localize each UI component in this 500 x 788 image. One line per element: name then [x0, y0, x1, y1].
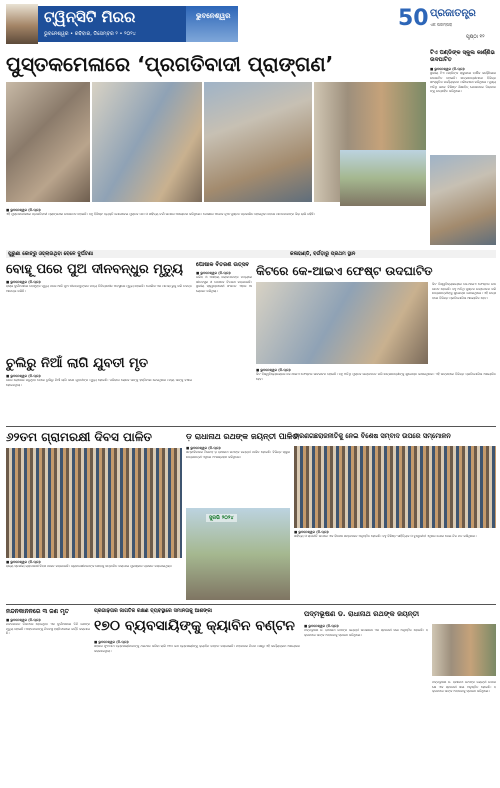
radhanath-credit: ■ ଭୁବନେଶ୍ୱର (ନି.ପ୍ର):	[186, 446, 222, 450]
radhanath-headline: ଡ଼ ରାଧାନାଥ ରଥଙ୍କ ଜୟନ୍ତୀ ପାଳିତ	[186, 432, 299, 441]
padma-text: ପଦ୍ମଭୂଷଣ ଡ. ରାଧାନାଥ ରଥଙ୍କ ଜୟନ୍ତୀ ଉପଲକ୍ଷେ ଏକ ସ୍ମାରକୀ ସଭା ଅନୁଷ୍ଠିତ ହୋଇଛି। ବକ୍ତାମାନେ ତାଙ୍କ ଅବଦାନକୁ ସ୍ମରଣ କରିଥିଲେ।	[304, 628, 428, 637]
lead-photo-2	[92, 82, 202, 202]
lead-credit: ■ ଭୁବନେଶ୍ୱର (ନି.ପ୍ର):	[6, 208, 42, 212]
lead-photo-5	[340, 150, 426, 206]
lead-photo-1	[6, 82, 90, 202]
short-item-text: ଗରିବ ଓ ଅସହାୟ ଲୋକମାନଙ୍କ ମଧ୍ୟରେ ଶୀତବସ୍ତ୍ର ଓ ପୋଷାକ ବିତରଣ କରାଯାଇଛି। ସ୍ଥାନୀୟ ସ୍ୱେଚ୍ଛାସେବୀ ସଂଗଠନ ଏହାର ଆୟୋଜନ କରିଥିଲା।	[196, 275, 252, 293]
masthead	[0, 0, 500, 48]
kiit-photo	[256, 282, 428, 364]
village-body	[6, 560, 182, 600]
kiit-headline: କିଟରେ କେ-ଆଇଏ ଫେଷ୍ଟ ଉଦଘାଟିତ	[256, 264, 433, 278]
injured-story	[6, 608, 90, 784]
sidebar-top-headline: ଟିଏ ପଣ୍ଡିଙ୍କ ସ୍କୁଲ କାର୍ଣ୍ଣିଭ ଉଦଘାଟିତ	[430, 50, 495, 63]
padma-side	[432, 680, 496, 784]
literary-body	[294, 530, 496, 600]
fire-headline: ଚୁଲିରୁ ନିଆଁ ଲାଗି ଯୁବତୀ ମୃତ	[6, 356, 149, 371]
brand-tagline: ଏକ ପରମ୍ପରା	[430, 22, 453, 27]
accident-text: ରାସ୍ତା ଦୁର୍ଘଟଣାରେ ବୋହୂଙ୍କ ମୃତ୍ୟୁ ପରେ ଆଜି ପୁଅ ଦୀନବନ୍ଧୁଙ୍କର ମଧ୍ୟ ଚିକିତ୍ସାଧୀନ ଅବସ୍ଥାରେ ମୃତ୍ୟୁ ହୋଇଛି। ପୋଲିସ ଏକ ମାମଲା ରୁଜୁ କରି ତଦନ୍ତ ଆରମ୍ଭ କରିଛି।	[6, 284, 192, 293]
divider-mid	[6, 426, 496, 427]
padma-side-text: ପଦ୍ମଭୂଷଣ ଡ. ରାଧାନାଥ ରଥଙ୍କ ଜୟନ୍ତୀ ଉପଲକ୍ଷେ ଏକ ସ୍ମାରକୀ ସଭା ଅନୁଷ୍ଠିତ ହୋଇଛି। ବକ୍ତାମାନେ ତାଙ୍କ ଅବଦାନକୁ ସ୍ମରଣ କରିଥିଲେ।	[432, 680, 496, 694]
kiit-side-column	[432, 282, 496, 364]
brand-logo: ପ୍ରଜାତନ୍ତ୍ର	[430, 8, 476, 19]
masthead-title: ଟ୍ୱିନ୍‌ସିଟି ମିରର	[44, 8, 136, 26]
padma-credit: ■ ଭୁବନେଶ୍ୱର (ନି.ପ୍ର):	[304, 624, 340, 628]
anniversary-number: 50	[398, 6, 429, 31]
cancer-text: ସହରର ଫୁଟପାଥ ବ୍ୟବସାୟୀମାନଙ୍କୁ ଥଇଥାନ କରିବା ଲାଗି ୧୭୦ ଜଣ ବ୍ୟବସାୟୀଙ୍କୁ କ୍ୟାବିନ ବଣ୍ଟନ କରାଯାଇଛି। ମହାନଗର ନିଗମ ପକ୍ଷରୁ ଏହି କାର୍ଯ୍ୟକ୍ରମ ଆୟୋଜନ କରାଯାଇଥିଲା।	[94, 644, 300, 653]
anniversary-badge	[398, 6, 429, 31]
literary-headline: ଚାରଣଗଛରାଜନୀତିକୁ ନେଇ ବିଶେଷ ସମ୍ବାଦ ଉପରେ ସମ୍ମୋଳନ	[294, 432, 451, 440]
short-item-headline: ପୋଷାକ ବିତରଣ ଉତ୍ସବ	[196, 262, 250, 268]
sidebar-top-credit: ■ ଭୁବନେଶ୍ୱର (ନି.ପ୍ର):	[430, 67, 466, 71]
sidebar-top-photo	[430, 155, 496, 245]
short-item	[196, 262, 252, 422]
masthead-city: ଭୁବନେଶ୍ୱର	[196, 12, 231, 20]
literary-text: ସାହିତ୍ୟ ଓ ରାଜନୀତି ଉପରେ ଏକ ବିଶେଷ ସମ୍ମୋଳନ ଅନୁଷ୍ଠିତ ହୋଇଛି। ବହୁ ବିଶିଷ୍ଟ ସାହିତ୍ୟିକ ଓ ବୁଦ୍ଧିଜୀବୀ ଏଥିରେ ଯୋଗ ଦେଇ ନିଜ ମତ ରଖିଥିଲେ।	[294, 534, 477, 538]
accident-credit: ■ ଭୁବନେଶ୍ୱର (ନି.ପ୍ର):	[6, 280, 42, 284]
radhanath-body	[186, 446, 290, 506]
cancer-kicker: ପ୍ରଗାଢ଼ତାର ଜାଗତିକ ରକ୍ଷଣ ବ୍ୟବସ୍ଥାରେ ସମାନତାକୁ ଆଶଙ୍କା	[94, 608, 213, 614]
divider-low	[6, 604, 496, 605]
village-text: ରାଜ୍ୟ ସ୍ତରୀୟ ଗ୍ରାମରକ୍ଷୀ ଦିବସ ପାଳନ କରାଯାଇଛି। ଗ୍ରାମରକ୍ଷୀମାନଙ୍କ ସେବାକୁ ସମ୍ମାନିତ କରାଯାଇ ପୁରସ୍କାର ପ୍ରଦାନ କରାଯାଇଥିଲା।	[6, 564, 172, 568]
lead-text: ଏହି ପୁସ୍ତକମେଳାରେ ପ୍ରଗତିବାଦୀ ପ୍ରାଙ୍ଗଣର ଉଦଘାଟନ ହୋଇଛି। ବହୁ ବିଶିଷ୍ଟ ବ୍ୟକ୍ତି ଯୋଗଦେଇ ପୁସ୍ତକ ପାଠ ଓ ସାହିତ୍ୟ ଚର୍ଚ୍ଚା ଉପରେ ଆଲୋଚନା କରିଥିଲେ। ମେଳାରେ ଅନେକ ନୂଆ ପୁସ୍ତକ ପ୍ରକାଶିତ ହୋଇଥିବା ବେଳେ ପାଠକମାନଙ୍କ ଭିଡ଼ ଲାଗି ରହିଛି।	[6, 212, 315, 216]
temple-photo	[6, 4, 38, 44]
lead-photo-3	[204, 82, 312, 202]
lead-body	[6, 208, 426, 246]
strip-label-1: ପୁରୁଣା କୋଚ୍‌ରୁ ଓହ୍ଲାଉଥିବା ବେଳେ ଦୁର୍ଘଟଣା	[8, 251, 94, 257]
radhanath-banner: ସୁରଭି ୨୦୨୪	[206, 514, 237, 522]
fire-text: ଘରେ ରୋଷେଇ କରୁଥିବା ବେଳେ ଚୁଲିରୁ ନିଆଁ ଲାଗି ଜଣେ ଯୁବତୀଙ୍କ ମୃତ୍ୟୁ ହୋଇଛି। ପରିବାର ଲୋକେ ତାଙ୍କୁ ହସ୍ପିଟାଲ ନେଇଥିଲେ ମଧ୍ୟ ତାଙ୍କୁ ବଞ୍ଚାଇ ହୋଇନଥିଲା।	[6, 378, 192, 387]
literary-photo	[294, 446, 496, 528]
accident-headline: ବୋହୂ ପରେ ପୁଅ ଦୀନବନ୍ଧୁର ମୃତ୍ୟୁ	[6, 262, 184, 277]
fire-credit: ■ ଭୁବନେଶ୍ୱର (ନି.ପ୍ର):	[6, 374, 42, 378]
cancer-headline: ୧୭୦ ବ୍ୟବସାୟିଙ୍କୁ କ୍ୟାବିନ ବଣ୍ଟନ	[94, 618, 295, 634]
literary-credit: ■ ଭୁବନେଶ୍ୱର (ନି.ପ୍ର):	[294, 530, 330, 534]
injured-credit: ■ ଭୁବନେଶ୍ୱର (ନି.ପ୍ର):	[6, 618, 42, 622]
masthead-dateline: ଭୁବନେଶ୍ୱର • ରବିବାର, ଡିସେମ୍ବର ୨ • ୨୦୨୪	[44, 31, 136, 37]
section-strip	[6, 250, 496, 258]
padma-headline: ପଦ୍ମଭୂଷଣ ଡ. ରାଧାନାଥ ରଥଙ୍କ ଜୟନ୍ତୀ	[304, 610, 420, 618]
kiit-body	[256, 368, 496, 424]
village-credit: ■ ଭୁବନେଶ୍ୱର (ନି.ପ୍ର):	[6, 560, 42, 564]
short-item-credit: ■ ଭୁବନେଶ୍ୱର (ନି.ପ୍ର):	[196, 271, 232, 275]
padma-photo	[432, 624, 496, 676]
village-headline: ୬୨ତମ ଗ୍ରାମରକ୍ଷୀ ଦିବସ ପାଳିତ	[6, 430, 152, 444]
radhanath-photo	[186, 508, 290, 600]
kiit-credit: ■ ଭୁବନେଶ୍ୱର (ନି.ପ୍ର):	[256, 368, 292, 372]
sidebar-top-text: ସ୍ଥାନୀୟ ଟିଏ ପଣ୍ଡିଙ୍କ ସ୍କୁଲରେ ବାର୍ଷିକ କାର୍ଣ୍ଣିଭାଲ ଉଦଘାଟିତ ହୋଇଛି। ଛାତ୍ରଛାତ୍ରୀମାନେ ବିଭିନ୍ନ ସାଂସ୍କୃତିକ କାର୍ଯ୍ୟକ୍ରମ ପରିବେଷଣ କରିଥିଲେ। ମୁଖ୍ୟ ଅତିଥି ଭାବେ ବିଶିଷ୍ଟ ଶିକ୍ଷାବିତ୍ ଯୋଗଦେଇ ପିଲାମାନଙ୍କୁ ଉତ୍ସାହିତ କରିଥିଲେ।	[430, 71, 496, 94]
kiit-side-text: କିଟ ବିଶ୍ୱବିଦ୍ୟାଳୟରେ କେ-ଆଇଏ ଫେଷ୍ଟର ଉଦଘାଟନ ହୋଇଛି। ବହୁ ଅତିଥି ପୁସ୍ତକ ଉନ୍ମୋଚନ କରି ଛାତ୍ରଛାତ୍ରୀଙ୍କୁ ଶୁଭେଚ୍ଛା ଜଣାଇଥିଲେ। ଏହି ଉତ୍ସବରେ ବିଭିନ୍ନ ପ୍ରତିଯୋଗିତା ଆୟୋଜିତ ହେବ।	[432, 282, 496, 300]
fire-body	[6, 374, 192, 426]
lead-headline: ପୁସ୍ତକମେଳାରେ ‘ପ୍ରଗତିବାଦୀ ପ୍ରାଙ୍ଗଣ’	[6, 52, 334, 76]
village-photo	[6, 448, 182, 558]
injured-headline: ନନ୍ଦନକାନନରେ ୩ ଜଣ ମୃତ	[6, 608, 69, 615]
cancer-credit: ■ ଭୁବନେଶ୍ୱର (ନି.ପ୍ର):	[94, 640, 130, 644]
strip-label-3: କଳାହାଣ୍ଡି, ବର୍ଗଡ଼ାରୁ ପ୍ରଥମ ସ୍ଥାନ	[290, 251, 356, 257]
padma-body	[304, 624, 428, 784]
injured-text: ନନ୍ଦନକାନନ ନିକଟରେ ହୋଇଥିବା ଏକ ଦୁର୍ଘଟଣାରେ ତିନି ଜଣଙ୍କ ମୃତ୍ୟୁ ହୋଇଛି। ଆହତମାନଙ୍କୁ ନିକଟସ୍ଥ ହସ୍ପିଟାଲରେ ଭର୍ତ୍ତି କରାଯାଇଛି।	[6, 622, 90, 636]
cancer-body	[94, 640, 300, 784]
page-number: ପୃଷ୍ଠା ୧୨	[466, 34, 485, 40]
kiit-text: କିଟ ବିଶ୍ୱବିଦ୍ୟାଳୟରେ କେ-ଆଇଏ ଫେଷ୍ଟର ଉଦଘାଟନ ହୋଇଛି। ବହୁ ଅତିଥି ପୁସ୍ତକ ଉନ୍ମୋଚନ କରି ଛାତ୍ରଛାତ୍ରୀଙ୍କୁ ଶୁଭେଚ୍ଛା ଜଣାଇଥିଲେ। ଏହି ଉତ୍ସବରେ ବିଭିନ୍ନ ପ୍ରତିଯୋଗିତା ଆୟୋଜିତ ହେବ।	[256, 372, 496, 381]
sidebar-top	[430, 50, 496, 250]
accident-body	[6, 280, 192, 352]
radhanath-text: ସମ୍ବାଦିକତାର ପିତାମହ ଡ଼ ରାଧାନାଥ ରଥଙ୍କ ଜୟନ୍ତୀ ପାଳିତ ହୋଇଛି। ବିଭିନ୍ନ ସ୍କୁଲ ଛାତ୍ରଛାତ୍ରୀ ଏଥିରେ ଅଂଶଗ୍ରହଣ କରିଥିଲେ।	[186, 450, 290, 459]
